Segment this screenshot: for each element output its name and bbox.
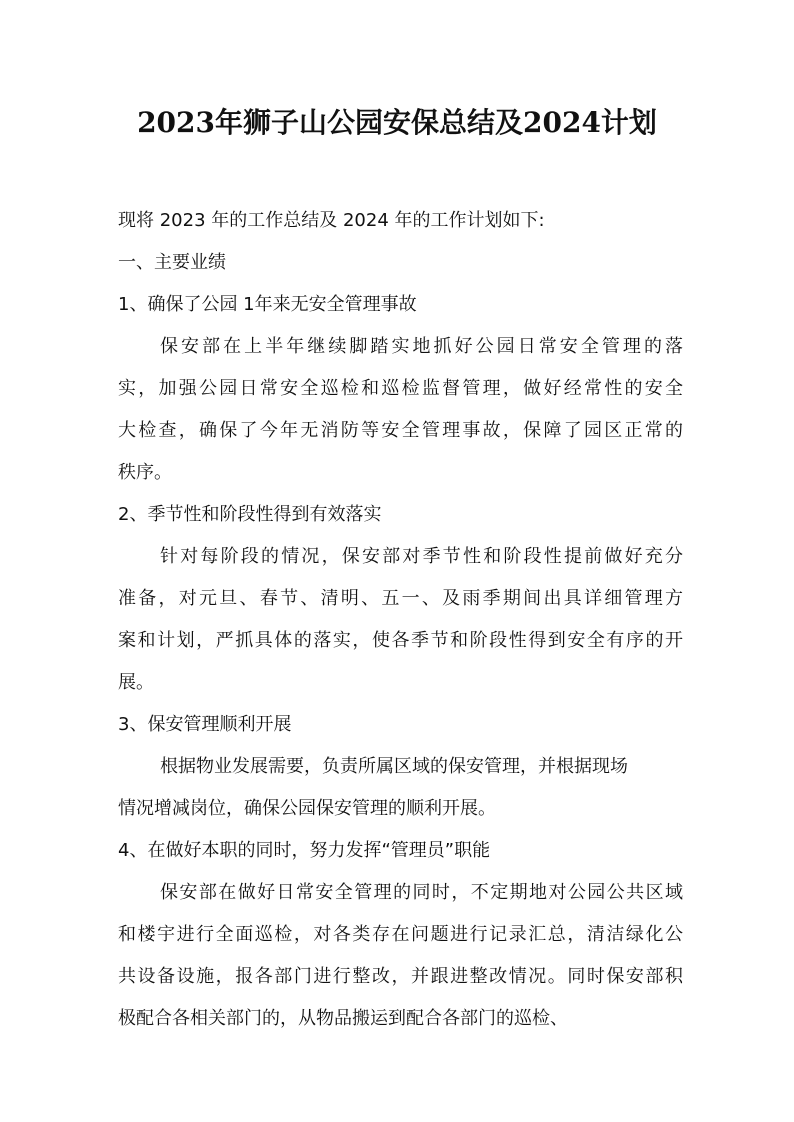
paragraph-line: 情况增减岗位，确保公园保安管理的顺利开展。 xyxy=(118,798,496,819)
paragraph-line: 实，加强公园日常安全巡检和巡检监督管理，做好经常性的安全 xyxy=(118,378,683,399)
paragraph-line: 极配合各相关部门的，从物品搬运到配合各部门的巡检、 xyxy=(118,1008,568,1029)
section-heading: 一、主要业绩 xyxy=(118,252,226,273)
item-heading-3: 3、保安管理顺利开展 xyxy=(118,714,292,735)
paragraph-line: 大检查，确保了今年无消防等安全管理事故，保障了园区正常的 xyxy=(118,420,683,441)
item-heading-1: 1、确保了公园 1年来无安全管理事故 xyxy=(118,294,417,315)
paragraph-line: 秩序。 xyxy=(118,462,172,483)
document-title: 2023年狮子山公园安保总结及2024计划 xyxy=(137,106,657,139)
item-heading-4: 4、在做好本职的同时，努力发挥“管理员”职能 xyxy=(118,840,491,861)
document-body xyxy=(118,200,683,1040)
paragraph-line: 共设备设施，报各部门进行整改，并跟进整改情况。同时保安部积 xyxy=(118,966,683,987)
paragraph-line: 针对每阶段的情况，保安部对季节性和阶段性提前做好充分 xyxy=(160,546,683,567)
paragraph-line: 根据物业发展需要，负责所属区域的保安管理，并根据现场 xyxy=(160,756,628,777)
paragraph-line: 保安部在做好日常安全管理的同时，不定期地对公园公共区域 xyxy=(160,882,683,903)
paragraph-line: 案和计划，严抓具体的落实，使各季节和阶段性得到安全有序的开 xyxy=(118,630,683,651)
intro-line: 现将 2023 年的工作总结及 2024 年的工作计划如下: xyxy=(118,210,545,231)
paragraph-line: 保安部在上半年继续脚踏实地抓好公园日常安全管理的落 xyxy=(160,336,683,357)
paragraph-line: 展。 xyxy=(118,672,154,693)
item-heading-2: 2、季节性和阶段性得到有效落实 xyxy=(118,504,382,525)
paragraph-line: 准备，对元旦、春节、清明、五一、及雨季期间出具详细管理方 xyxy=(118,588,683,609)
paragraph-line: 和楼宇进行全面巡检，对各类存在问题进行记录汇总，清洁绿化公 xyxy=(118,924,683,945)
